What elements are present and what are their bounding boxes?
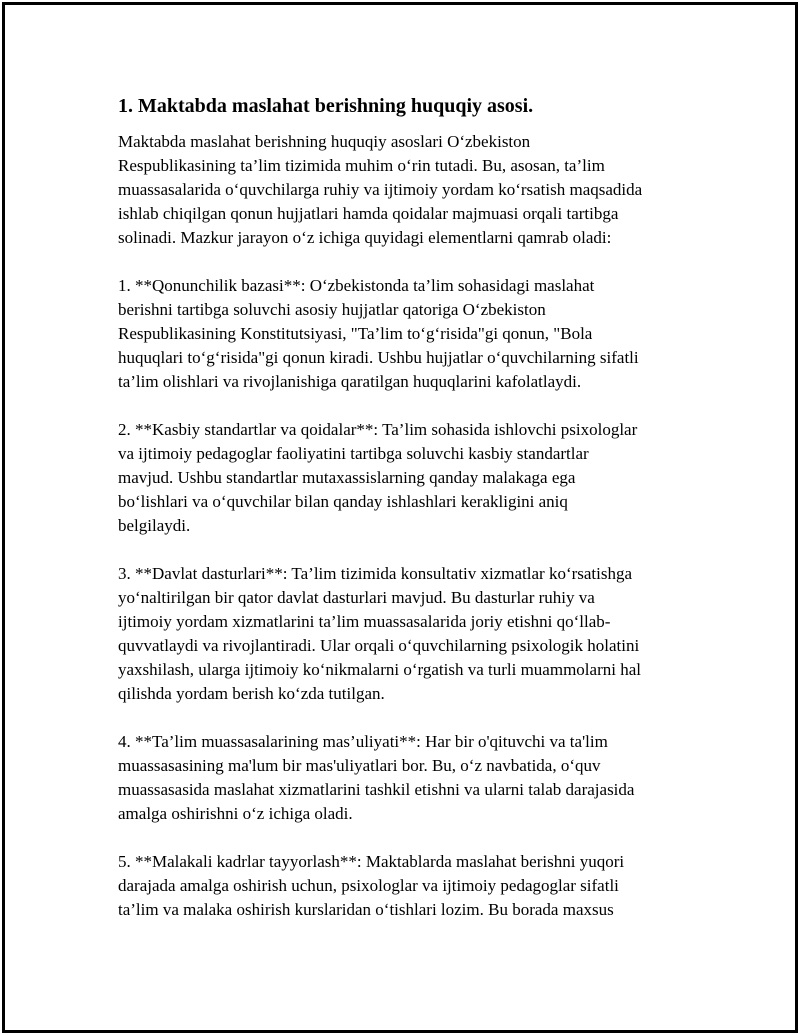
text-line: 3. **Davlat dasturlari**: Ta’lim tizimida konsultativ xizmatlar ko‘rsatishga xyxy=(118,564,633,583)
paragraph xyxy=(118,418,693,538)
text-line: 4. **Ta’lim muassasalarining mas’uliyati**: Har bir o'qituvchi va ta'lim xyxy=(118,732,608,751)
text-line: darajada amalga oshirish uchun, psixologlar va ijtimoiy pedagoglar sifatli xyxy=(118,876,619,895)
text-line: muassasalarida o‘quvchilarga ruhiy va ijtimoiy yordam ko‘rsatish maqsadida xyxy=(118,180,643,199)
text-line: ta’lim va malaka oshirish kurslaridan o‘tishlari lozim. Bu borada maxsus xyxy=(118,900,614,919)
text-line: ta’lim olishlari va rivojlanishiga qaratilgan huquqlarini kafolatlaydi. xyxy=(118,372,582,391)
text-line: 5. **Malakali kadrlar tayyorlash**: Maktablarda maslahat berishni yuqori xyxy=(118,852,625,871)
document-body xyxy=(118,92,693,946)
section-heading: 1. Maktabda maslahat berishning huquqiy asosi. xyxy=(118,95,534,117)
text-line: huquqlari to‘g‘risida"gi qonun kiradi. Ushbu hujjatlar o‘quvchilarning sifatli xyxy=(118,348,639,367)
text-line: 1. **Qonunchilik bazasi**: O‘zbekistonda ta’lim sohasidagi maslahat xyxy=(118,276,595,295)
text-line: quvvatlaydi va rivojlantiradi. Ular orqali o‘quvchilarning psixologik holatini xyxy=(118,636,640,655)
paragraph xyxy=(118,562,693,706)
paragraph-list xyxy=(118,130,693,922)
text-line: muassasasining ma'lum bir mas'uliyatlari bor. Bu, o‘z navbatida, o‘quv xyxy=(118,756,601,775)
text-line: qilishda yordam berish ko‘zda tutilgan. xyxy=(118,684,385,703)
paragraph xyxy=(118,130,693,250)
text-line: Respublikasining Konstitutsiyasi, "Ta’lim to‘g‘risida"gi qonun, "Bola xyxy=(118,324,593,343)
text-line: yo‘naltirilgan bir qator davlat dasturlari mavjud. Bu dasturlar ruhiy va xyxy=(118,588,595,607)
text-line: amalga oshirishni o‘z ichiga oladi. xyxy=(118,804,353,823)
text-line: ijtimoiy yordam xizmatlarini ta’lim muassasalarida joriy etishni qo‘llab- xyxy=(118,612,611,631)
text-line: yaxshilash, ularga ijtimoiy ko‘nikmalarni o‘rgatish va turli muammolarni hal xyxy=(118,660,641,679)
paragraph xyxy=(118,730,693,826)
paragraph xyxy=(118,274,693,394)
text-line: berishni tartibga soluvchi asosiy hujjatlar qatoriga O‘zbekiston xyxy=(118,300,546,319)
text-line: Respublikasining ta’lim tizimida muhim o‘rin tutadi. Bu, asosan, ta’lim xyxy=(118,156,605,175)
paragraph xyxy=(118,850,693,922)
text-line: Maktabda maslahat berishning huquqiy asoslari O‘zbekiston xyxy=(118,132,531,151)
text-line: solinadi. Mazkur jarayon o‘z ichiga quyidagi elementlarni qamrab oladi: xyxy=(118,228,612,247)
text-line: bo‘lishlari va o‘quvchilar bilan qanday ishlashlari kerakligini aniq xyxy=(118,492,568,511)
text-line: mavjud. Ushbu standartlar mutaxassislarning qanday malakaga ega xyxy=(118,468,576,487)
text-line: belgilaydi. xyxy=(118,516,191,535)
text-line: muassasasida maslahat xizmatlarini tashkil etishni va ularni talab darajasida xyxy=(118,780,635,799)
text-line: va ijtimoiy pedagoglar faoliyatini tartibga soluvchi kasbiy standartlar xyxy=(118,444,589,463)
text-line: ishlab chiqilgan qonun hujjatlari hamda qoidalar majmuasi orqali tartibga xyxy=(118,204,619,223)
text-line: 2. **Kasbiy standartlar va qoidalar**: Ta’lim sohasida ishlovchi psixologlar xyxy=(118,420,638,439)
